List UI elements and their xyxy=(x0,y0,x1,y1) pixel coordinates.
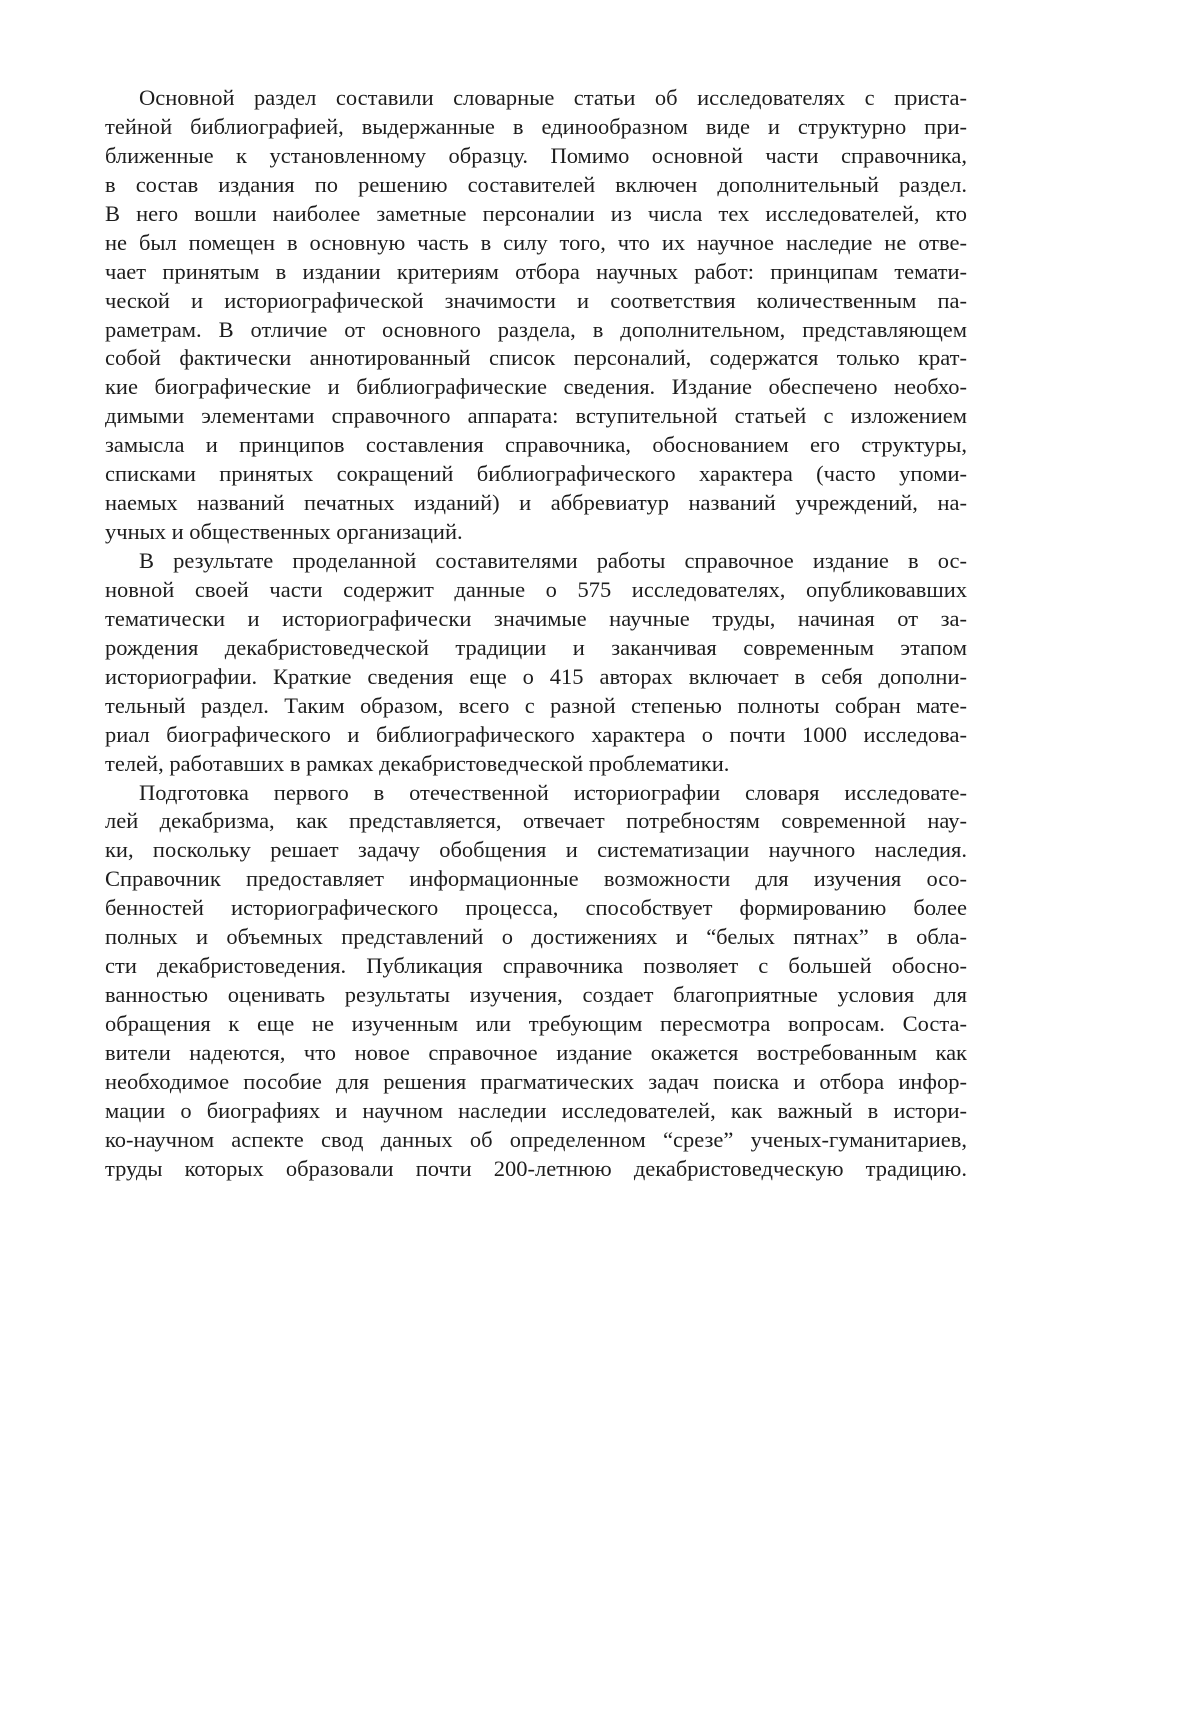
text-line: ческой и историографической значимости и соответствия количественным па- xyxy=(105,287,967,313)
text-line: обращения к еще не изученным или требующим пересмотра вопросам. Соста- xyxy=(105,1011,967,1036)
text-line: ки, поскольку решает задачу обобщения и систематизации научного наследия. xyxy=(105,837,967,863)
text-line: димыми элементами справочного аппарата: вступительной статьей с изложением xyxy=(105,403,967,429)
text-line: Справочник предоставляет информационные возможности для изучения осо- xyxy=(105,866,967,892)
text-line: наемых названий печатных изданий) и аббревиатур названий учреждений, на- xyxy=(105,490,967,516)
text-line: необходимое пособие для решения прагматических задач поиска и отбора инфор- xyxy=(105,1068,967,1094)
text-line: не был помещен в основную часть в силу того, что их научное наследие не отве- xyxy=(105,229,967,255)
body-text xyxy=(105,84,967,1184)
text-line: ко-научном аспекте свод данных об определенном “срезе” ученых-гуманитариев, xyxy=(105,1126,967,1152)
text-line: вители надеются, что новое справочное издание окажется востребованным как xyxy=(105,1039,967,1065)
text-line: ближенные к установленному образцу. Помимо основной части справочника, xyxy=(105,142,967,168)
text-line: В него вошли наиболее заметные персоналии из числа тех исследователей, кто xyxy=(105,200,967,226)
text-line: риал биографического и библиографического характера о почти 1000 исследова- xyxy=(105,721,967,747)
text-line: труды которых образовали почти 200-летнюю декабристоведческую традицию. xyxy=(105,1155,967,1181)
text-line: списками принятых сокращений библиографического характера (часто упоми- xyxy=(105,461,967,487)
text-line: тейной библиографией, выдержанные в единообразном виде и структурно при- xyxy=(105,113,967,139)
text-line: замысла и принципов составления справочника, обоснованием его структуры, xyxy=(105,432,967,458)
text-line: Основной раздел составили словарные статьи об исследователях с приста- xyxy=(139,85,967,110)
text-line: тельный раздел. Таким образом, всего с разной степенью полноты собран мате- xyxy=(105,692,967,718)
text-line: телей, работавших в рамках декабристоведческой проблематики. xyxy=(105,750,730,776)
text-line: сти декабристоведения. Публикация справочника позволяет с большей обосно- xyxy=(105,953,967,979)
text-line: собой фактически аннотированный список персоналий, содержатся только крат- xyxy=(105,345,967,371)
text-line: в состав издания по решению составителей включен дополнительный раздел. xyxy=(105,171,967,197)
text-line: мации о биографиях и научном наследии исследователей, как важный в истори- xyxy=(105,1097,967,1123)
text-line: В результате проделанной составителями работы справочное издание в ос- xyxy=(139,548,967,573)
text-line: учных и общественных организаций. xyxy=(105,519,463,545)
text-line: раметрам. В отличие от основного раздела, в дополнительном, представляющем xyxy=(105,316,967,342)
text-line: чает принятым в издании критериям отбора научных работ: принципам темати- xyxy=(105,258,967,284)
text-line: историографии. Краткие сведения еще о 415 авторах включает в себя дополни- xyxy=(105,663,967,689)
text-line: полных и объемных представлений о достижениях и “белых пятнах” в обла- xyxy=(105,924,967,950)
text-line: кие биографические и библиографические сведения. Издание обеспечено необхо- xyxy=(105,374,967,400)
text-line: тематически и историографически значимые научные труды, начиная от за- xyxy=(105,605,967,631)
text-line: лей декабризма, как представляется, отвечает потребностям современной нау- xyxy=(105,808,967,834)
text-line: рождения декабристоведческой традиции и заканчивая современным этапом xyxy=(105,634,967,660)
text-line: ванностью оценивать результаты изучения, создает благоприятные условия для xyxy=(105,982,967,1008)
text-line: бенностей историографического процесса, способствует формированию более xyxy=(105,895,967,921)
text-line: Подготовка первого в отечественной историографии словаря исследовате- xyxy=(139,779,967,805)
text-line: новной своей части содержит данные о 575 исследователях, опубликовавших xyxy=(105,576,967,602)
